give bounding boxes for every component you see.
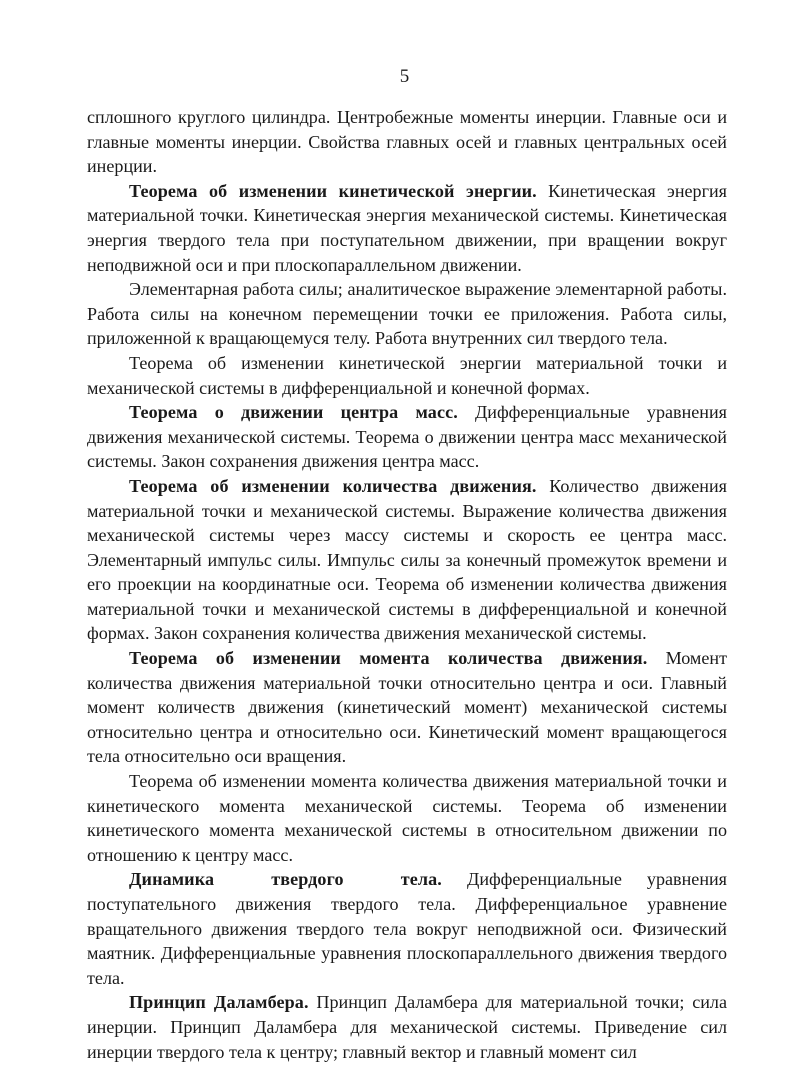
paragraph-kinetic-moment-theorem [87, 769, 727, 867]
paragraph-heading: Теорема о движении центра масс. [129, 402, 458, 423]
document-body [87, 105, 727, 1064]
paragraph-text: Принцип Даламбера для материальной точки; сила инерции. Принцип Даламбера для механической системы. Приведение сил инерции твердого тела к центру; главный вектор и главный момент сил [87, 992, 727, 1062]
paragraph-rigid-body-dynamics [87, 867, 727, 990]
paragraph-text: Дифференциальные уравнения движения механической системы. Теорема о движении центра масс механической системы. Закон сохранения движения центра масс. [87, 402, 727, 472]
paragraph-text: Количество движения материальной точки и механической системы. Выражение количества движения механической системы через массу системы и скорость ее центра масс. Элементарный импульс силы. Импульс силы за конечный промежуток времени и его проекции на координатные оси. Теорема об изменении количества движения материальной точки и механической системы в дифференциальной и конечной формах. Закон сохранения количества движения механической системы. [87, 475, 727, 644]
paragraph-dalembert-principle [87, 990, 727, 1064]
paragraph-center-of-mass-theorem [87, 400, 727, 474]
paragraph-text: Кинетическая энергия материальной точки. Кинетическая энергия механической системы. Кинетическая энергия твердого тела при поступательном движении, при вращении вокруг неподвижной оси и при плоскопараллельном движении. [87, 180, 728, 275]
paragraph-inertia-axes [87, 105, 727, 179]
paragraph-heading: Динамика твердого тела. [129, 869, 442, 890]
paragraph-text: сплошного круглого цилиндра. Центробежные моменты инерции. Главные оси и главные моменты инерции. Свойства главных осей и главных центральных осей инерции. [87, 107, 727, 177]
paragraph-text: Дифференциальные уравнения поступательного движения твердого тела. Дифференциальное уравнение вращательного движения твердого тела вокруг неподвижной оси. Физический маятник. Дифференциальные уравнения плоскопараллельного движения твердого тела. [87, 869, 728, 988]
paragraph-text: Элементарная работа силы; аналитическое выражение элементарной работы. Работа силы на конечном перемещении точки ее приложения. Работа силы, приложенной к вращающемуся телу. Работа внутренних сил твердого тела. [87, 279, 727, 349]
paragraph-momentum-theorem [87, 474, 727, 646]
paragraph-kinetic-energy-forms [87, 351, 727, 400]
paragraph-kinetic-energy-theorem [87, 179, 727, 277]
paragraph-heading: Теорема об изменении момента количества движения. [129, 648, 648, 669]
paragraph-angular-momentum-theorem [87, 646, 727, 769]
paragraph-text: Теорема об изменении кинетической энергии материальной точки и механической системы в дифференциальной и конечной формах. [87, 352, 727, 398]
paragraph-heading: Теорема об изменении количества движения. [129, 475, 537, 496]
paragraph-work-of-force [87, 277, 727, 351]
paragraph-text: Теорема об изменении момента количества движения материальной точки и кинетического момента механической системы. Теорема об изменении кинетического момента механической системы в относительном движении по отношению к центру масс. [87, 771, 727, 865]
page-number: 5 [399, 66, 410, 87]
paragraph-text: Момент количества движения материальной точки относительно центра и оси. Главный момент количеств движения (кинетический момент) механической системы относительно центра и относительно оси. Кинетический момент вращающегося тела относительно оси вращения. [87, 648, 727, 767]
paragraph-heading: Принцип Даламбера. [129, 992, 309, 1013]
paragraph-heading: Теорема об изменении кинетической энергии. [129, 180, 537, 201]
